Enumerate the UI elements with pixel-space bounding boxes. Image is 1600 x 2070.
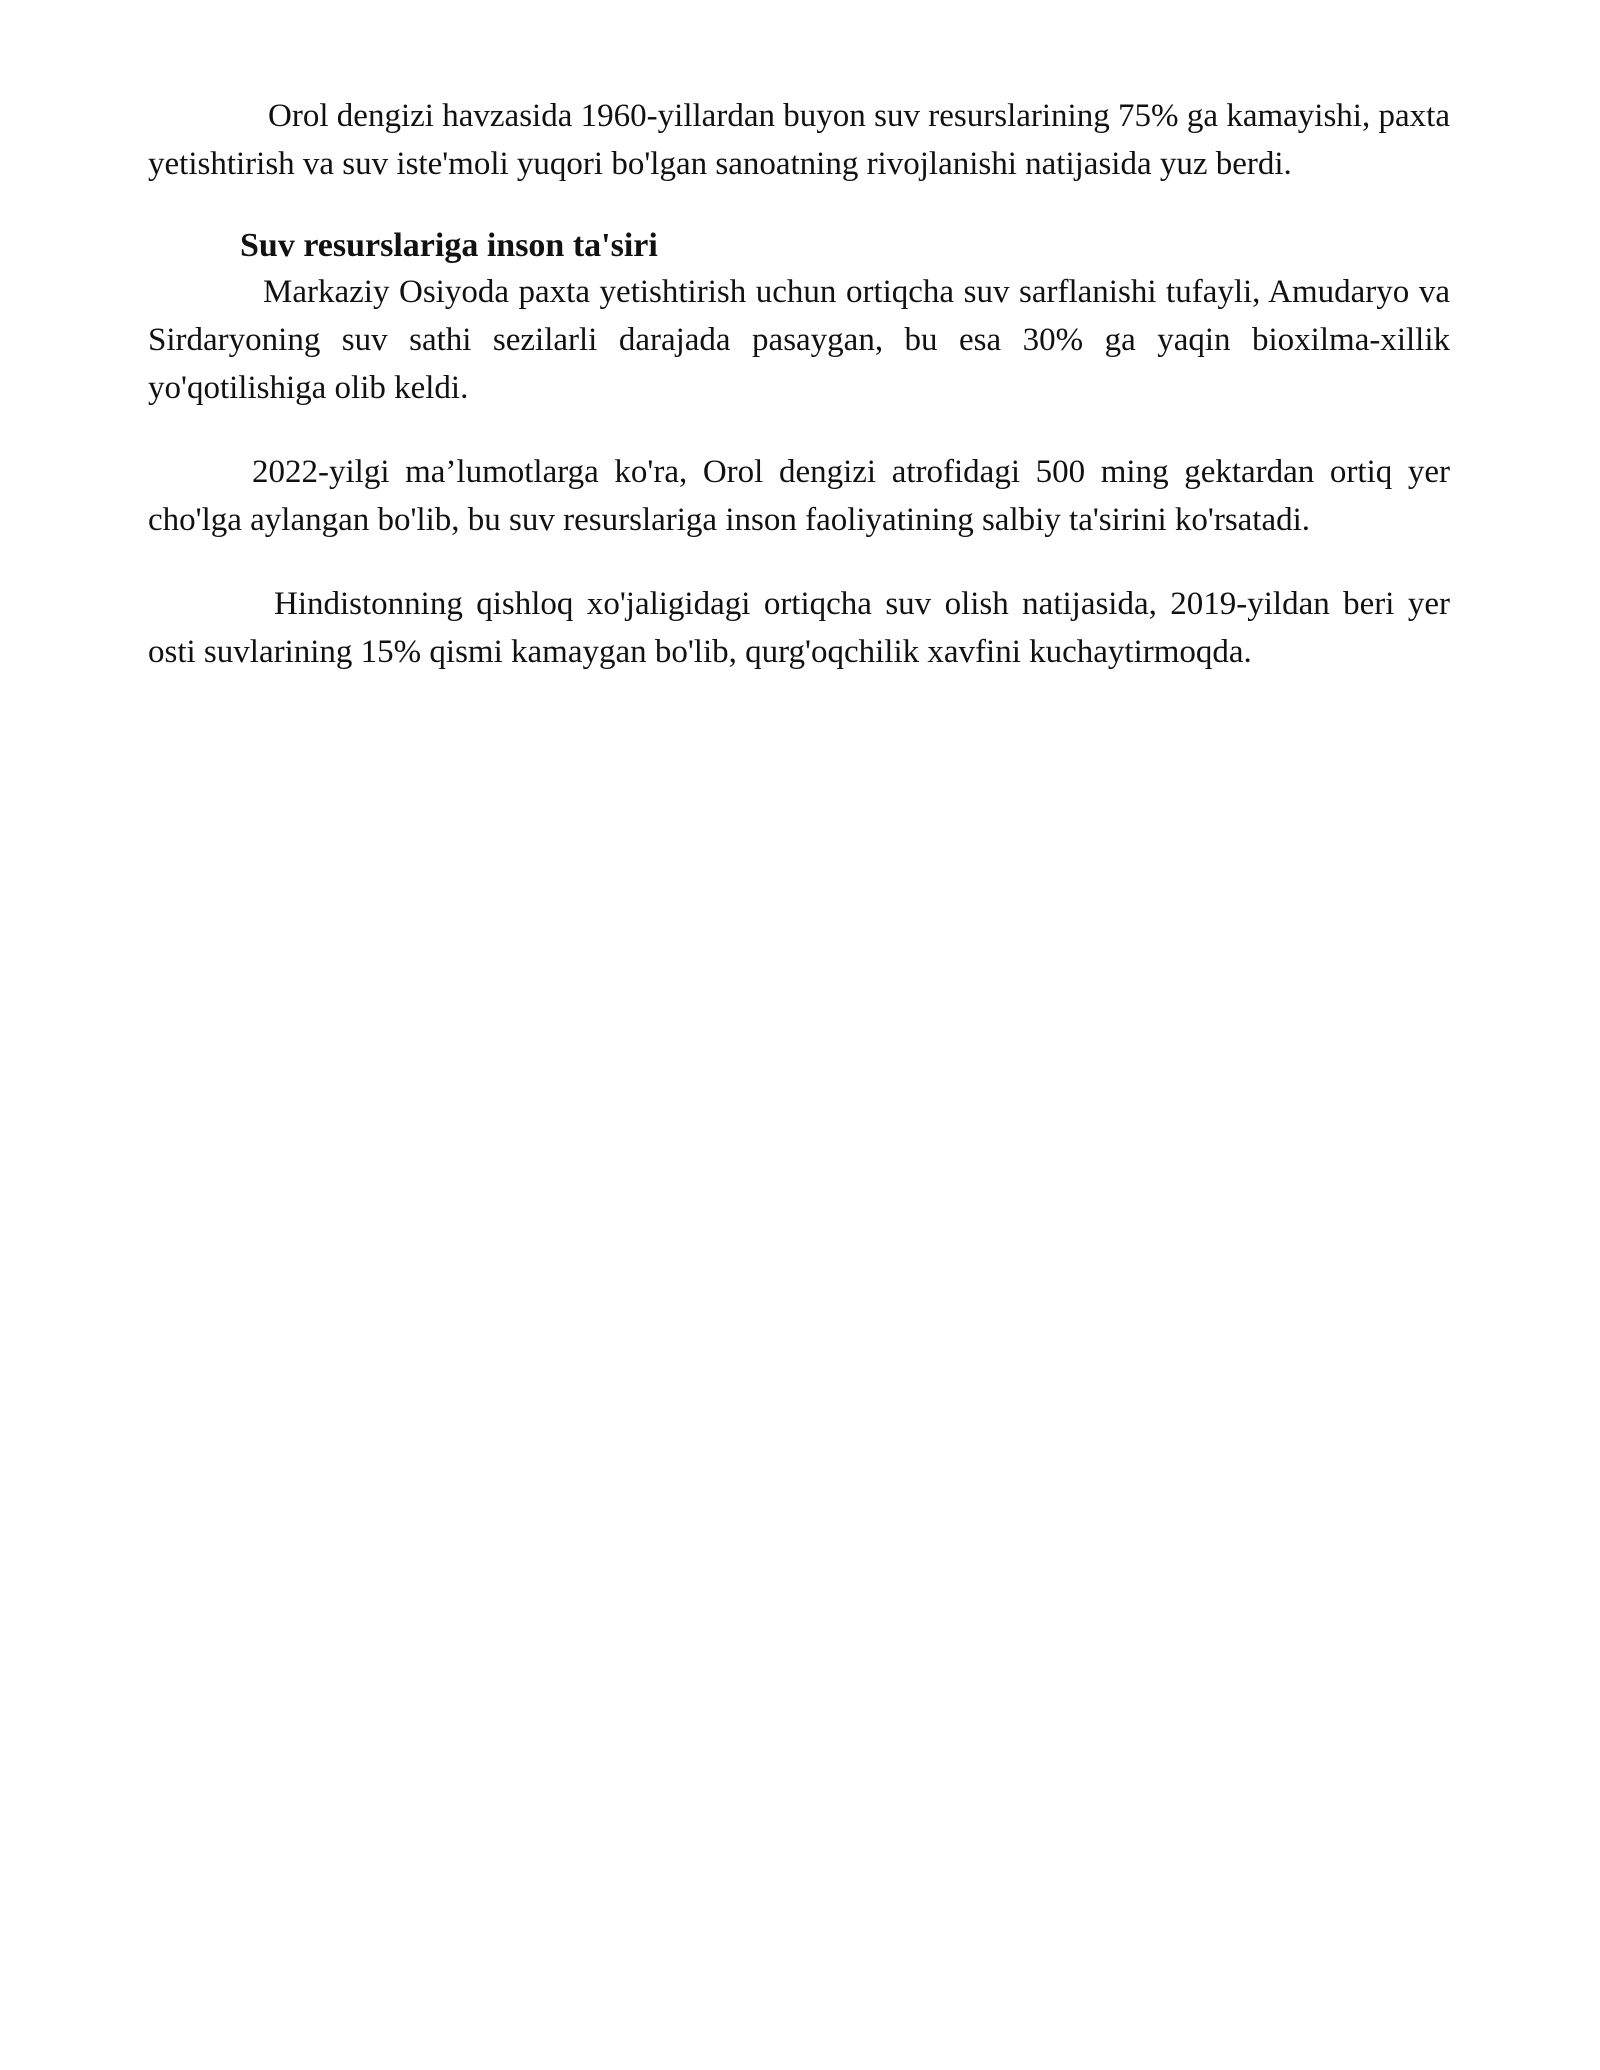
paragraph-india-groundwater: Hindistonning qishloq xo'jaligidagi ortiqcha suv olish natijasida, 2019-yildan beri yer osti suvlarining 15% qismi kamaygan bo'lib, qurg'oqchilik xavfini kuchaytirmoqda. <box>148 586 1450 670</box>
paragraph-central-asia-cotton: Markaziy Osiyoda paxta yetishtirish uchun ortiqcha suv sarflanishi tufayli, Amudaryo va Sirdaryoning suv sathi sezilarli darajada pasaygan, bu esa 30% ga yaqin bioxilma-xillik yo'qotilishiga olib keldi. <box>148 274 1450 406</box>
document-body <box>148 92 1450 676</box>
paragraph-aral-sea-decline: Orol dengizi havzasida 1960-yillardan buyon suv resurslarining 75% ga kamayishi, paxta yetishtirish va suv iste'moli yuqori bo'lgan sanoatning rivojlanishi natijasida yuz berdi. <box>148 98 1450 182</box>
section-heading: Suv resurslariga inson ta'siri <box>240 227 658 264</box>
paragraph-desertification-2022: 2022-yilgi ma’lumotlarga ko'ra, Orol dengizi atrofidagi 500 ming gektardan ortiq yer cho'lga aylangan bo'lib, bu suv resurslariga inson faoliyatining salbiy ta'sirini ko'rsatadi. <box>148 454 1450 538</box>
